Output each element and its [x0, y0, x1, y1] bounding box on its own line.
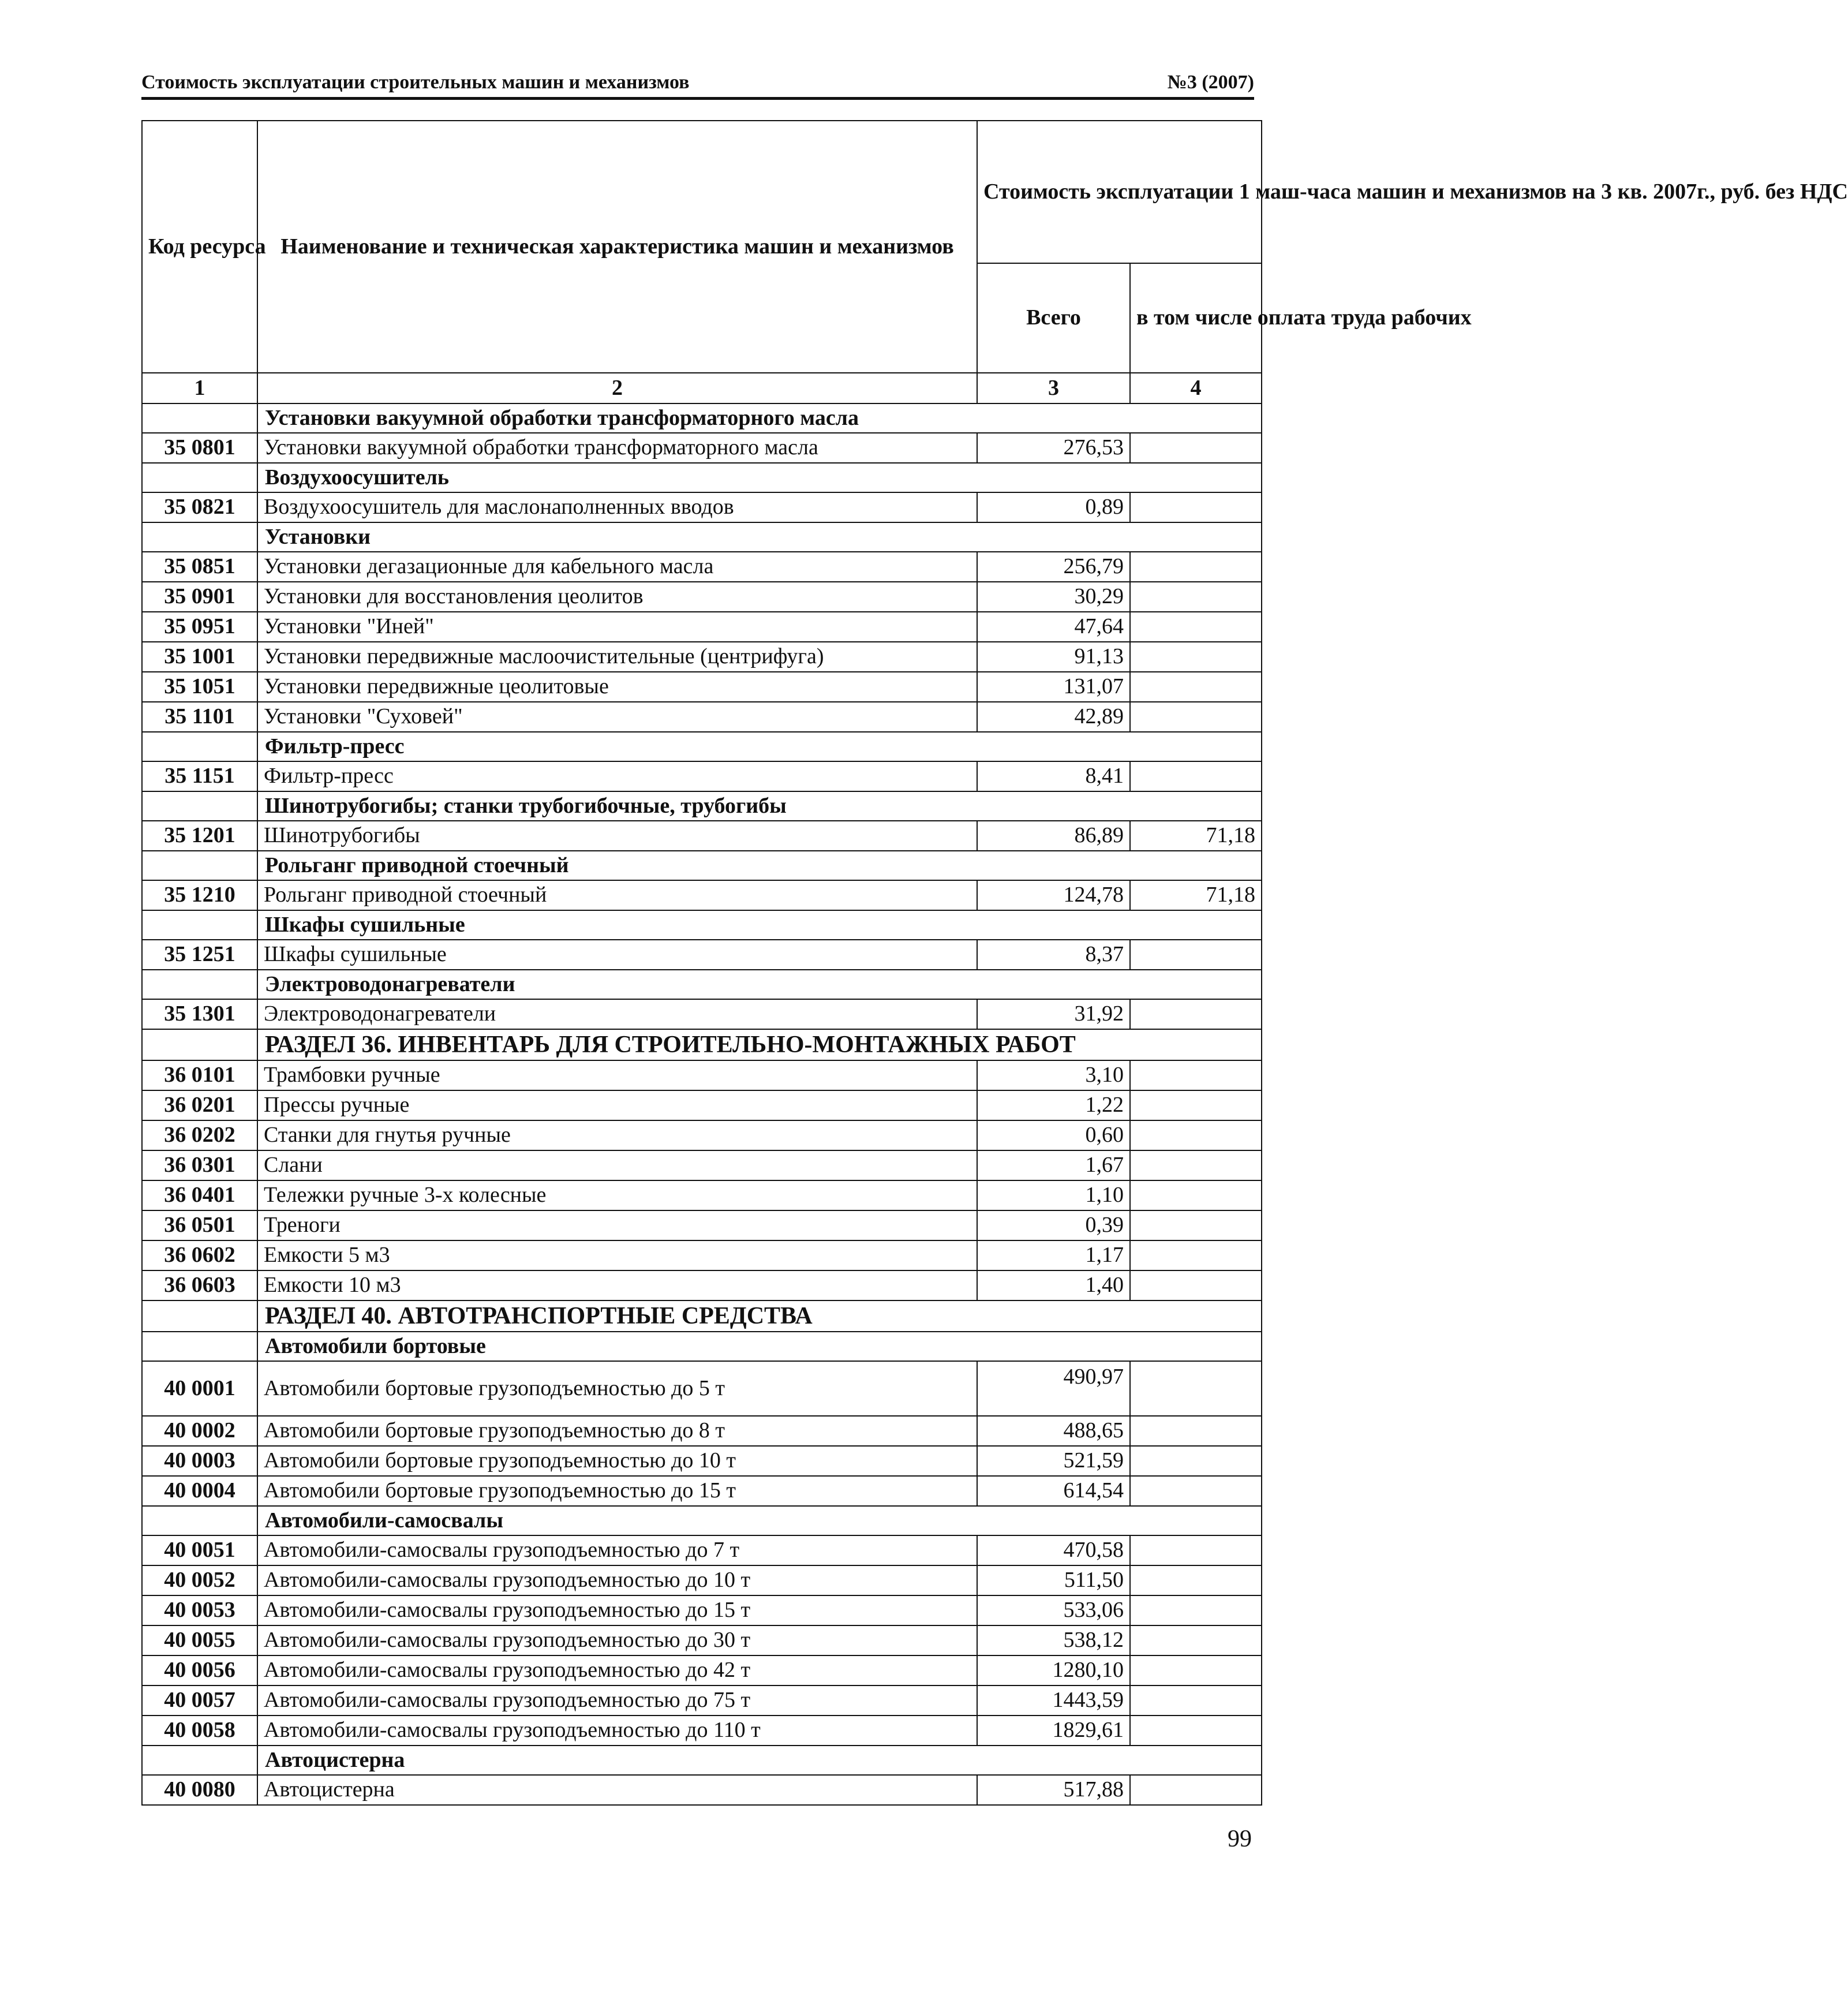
- table-row: [142, 1716, 1262, 1746]
- machine-name: Установки "Суховей": [257, 702, 977, 732]
- resource-code: 36 0101: [142, 1060, 257, 1090]
- resource-code: 35 0851: [142, 552, 257, 582]
- resource-code: 40 0051: [142, 1535, 257, 1565]
- group-row: [142, 463, 1262, 492]
- table-row: [142, 702, 1262, 732]
- group-title: Фильтр-пресс: [257, 732, 1262, 761]
- group-title: Автоцистерна: [257, 1746, 1262, 1775]
- machine-name: Емкости 5 м3: [257, 1240, 977, 1270]
- machine-name: Воздухоосушитель для маслонаполненных вводов: [257, 492, 977, 522]
- machine-name: Установки вакуумной обработки трансформаторного масла: [257, 433, 977, 463]
- machine-name: Тележки ручные 3-х колесные: [257, 1180, 977, 1210]
- group-row: [142, 970, 1262, 999]
- machine-name: Шкафы сушильные: [257, 940, 977, 970]
- column-number: 3: [977, 373, 1130, 403]
- resource-code: 40 0057: [142, 1685, 257, 1716]
- labor-cost: [1130, 1446, 1262, 1476]
- machine-name: Автомобили-самосвалы грузоподъемностью до 42 т: [257, 1655, 977, 1685]
- labor-cost: [1130, 1716, 1262, 1746]
- resource-code: 40 0003: [142, 1446, 257, 1476]
- total-cost: 490,97: [977, 1361, 1130, 1416]
- table-row: [142, 582, 1262, 612]
- total-cost: 124,78: [977, 880, 1130, 910]
- group-row: [142, 1746, 1262, 1775]
- machine-name: Шинотрубогибы: [257, 821, 977, 851]
- empty-code-cell: [142, 791, 257, 821]
- table-row: [142, 433, 1262, 463]
- table-row: [142, 1240, 1262, 1270]
- resource-code: 40 0052: [142, 1565, 257, 1595]
- machine-name: Установки дегазационные для кабельного масла: [257, 552, 977, 582]
- resource-code: 36 0602: [142, 1240, 257, 1270]
- total-cost: 276,53: [977, 433, 1130, 463]
- total-cost: 488,65: [977, 1416, 1130, 1446]
- empty-code-cell: [142, 1029, 257, 1060]
- total-cost: 533,06: [977, 1595, 1130, 1625]
- resource-code: 40 0056: [142, 1655, 257, 1685]
- table-row: [142, 1210, 1262, 1240]
- group-title: Установки: [257, 522, 1262, 552]
- labor-cost: [1130, 1270, 1262, 1300]
- labor-cost: [1130, 940, 1262, 970]
- total-cost: 1,22: [977, 1090, 1130, 1120]
- resource-code: 36 0301: [142, 1150, 257, 1180]
- machine-name: Установки передвижные маслоочистительные (центрифуга): [257, 642, 977, 672]
- section-row: [142, 1300, 1262, 1332]
- machine-name: Установки "Иней": [257, 612, 977, 642]
- table-row: [142, 880, 1262, 910]
- resource-code: 35 1210: [142, 880, 257, 910]
- labor-cost: 71,18: [1130, 880, 1262, 910]
- resource-code: 40 0080: [142, 1775, 257, 1805]
- total-cost: 1,17: [977, 1240, 1130, 1270]
- labor-cost: [1130, 761, 1262, 791]
- total-cost: 470,58: [977, 1535, 1130, 1565]
- table-row: [142, 1060, 1262, 1090]
- header-total: Всего: [977, 263, 1130, 373]
- resource-code: 35 0801: [142, 433, 257, 463]
- table-row: [142, 1361, 1262, 1416]
- labor-cost: [1130, 642, 1262, 672]
- labor-cost: [1130, 672, 1262, 702]
- total-cost: 91,13: [977, 642, 1130, 672]
- empty-code-cell: [142, 732, 257, 761]
- labor-cost: [1130, 1476, 1262, 1506]
- labor-cost: [1130, 1685, 1262, 1716]
- page-header: [141, 62, 1254, 100]
- group-title: Автомобили-самосвалы: [257, 1506, 1262, 1535]
- resource-code: 35 1001: [142, 642, 257, 672]
- total-cost: 3,10: [977, 1060, 1130, 1090]
- labor-cost: [1130, 1180, 1262, 1210]
- header-labor-cost: в том числе оплата труда рабочих: [1130, 263, 1262, 373]
- table-row: [142, 940, 1262, 970]
- labor-cost: [1130, 1775, 1262, 1805]
- empty-code-cell: [142, 910, 257, 940]
- resource-code: 40 0058: [142, 1716, 257, 1746]
- labor-cost: [1130, 999, 1262, 1029]
- empty-code-cell: [142, 1300, 257, 1332]
- labor-cost: [1130, 552, 1262, 582]
- resource-code: 35 1301: [142, 999, 257, 1029]
- group-row: [142, 791, 1262, 821]
- resource-code: 40 0053: [142, 1595, 257, 1625]
- total-cost: 8,37: [977, 940, 1130, 970]
- group-title: Воздухоосушитель: [257, 463, 1262, 492]
- total-cost: 47,64: [977, 612, 1130, 642]
- table-row: [142, 612, 1262, 642]
- table-row: [142, 1565, 1262, 1595]
- table-row: [142, 1270, 1262, 1300]
- total-cost: 131,07: [977, 672, 1130, 702]
- resource-code: 40 0055: [142, 1625, 257, 1655]
- total-cost: 86,89: [977, 821, 1130, 851]
- machine-name: Прессы ручные: [257, 1090, 977, 1120]
- table-row: [142, 1476, 1262, 1506]
- machine-name: Установки передвижные цеолитовые: [257, 672, 977, 702]
- labor-cost: [1130, 1361, 1262, 1416]
- table-row: [142, 1150, 1262, 1180]
- empty-code-cell: [142, 1506, 257, 1535]
- machine-name: Установки для восстановления цеолитов: [257, 582, 977, 612]
- page-number: 99: [1228, 1826, 1252, 1852]
- machine-name: Автомобили бортовые грузоподъемностью до 5 т: [257, 1361, 977, 1416]
- table-row: [142, 1120, 1262, 1150]
- header-machine-name: Наименование и техническая характеристика машин и механизмов: [257, 121, 977, 373]
- group-row: [142, 522, 1262, 552]
- group-title: Шинотрубогибы; станки трубогибочные, трубогибы: [257, 791, 1262, 821]
- total-cost: 30,29: [977, 582, 1130, 612]
- section-title: РАЗДЕЛ 36. ИНВЕНТАРЬ ДЛЯ СТРОИТЕЛЬНО-МОНТАЖНЫХ РАБОТ: [257, 1029, 1262, 1060]
- labor-cost: [1130, 492, 1262, 522]
- machine-cost-table: [141, 120, 1848, 1806]
- table-row: [142, 1446, 1262, 1476]
- table-row: [142, 1775, 1262, 1805]
- labor-cost: [1130, 1595, 1262, 1625]
- table-row: [142, 999, 1262, 1029]
- machine-name: Автомобили бортовые грузоподъемностью до 15 т: [257, 1476, 977, 1506]
- table-row: [142, 1180, 1262, 1210]
- total-cost: 0,60: [977, 1120, 1130, 1150]
- total-cost: 1443,59: [977, 1685, 1130, 1716]
- empty-code-cell: [142, 1332, 257, 1361]
- section-title: РАЗДЕЛ 40. АВТОТРАНСПОРТНЫЕ СРЕДСТВА: [257, 1300, 1262, 1332]
- labor-cost: [1130, 1090, 1262, 1120]
- machine-name: Автомобили бортовые грузоподъемностью до 10 т: [257, 1446, 977, 1476]
- total-cost: 8,41: [977, 761, 1130, 791]
- resource-code: 35 0951: [142, 612, 257, 642]
- machine-name: Слани: [257, 1150, 977, 1180]
- empty-code-cell: [142, 403, 257, 433]
- total-cost: 1,67: [977, 1150, 1130, 1180]
- machine-name: Автомобили-самосвалы грузоподъемностью до 15 т: [257, 1595, 977, 1625]
- group-row: [142, 1332, 1262, 1361]
- table-row: [142, 672, 1262, 702]
- machine-name: Фильтр-пресс: [257, 761, 977, 791]
- table-row: [142, 642, 1262, 672]
- total-cost: 1829,61: [977, 1716, 1130, 1746]
- machine-name: Станки для гнутья ручные: [257, 1120, 977, 1150]
- total-cost: 517,88: [977, 1775, 1130, 1805]
- labor-cost: [1130, 1625, 1262, 1655]
- labor-cost: [1130, 1535, 1262, 1565]
- resource-code: 40 0004: [142, 1476, 257, 1506]
- table-row: [142, 492, 1262, 522]
- labor-cost: [1130, 1416, 1262, 1446]
- column-number: 4: [1130, 373, 1262, 403]
- labor-cost: 71,18: [1130, 821, 1262, 851]
- total-cost: 1,10: [977, 1180, 1130, 1210]
- machine-name: Автомобили-самосвалы грузоподъемностью до 75 т: [257, 1685, 977, 1716]
- column-number: 1: [142, 373, 257, 403]
- table-row: [142, 1416, 1262, 1446]
- total-cost: 1,40: [977, 1270, 1130, 1300]
- labor-cost: [1130, 1210, 1262, 1240]
- total-cost: 521,59: [977, 1446, 1130, 1476]
- group-title: Установки вакуумной обработки трансформаторного масла: [257, 403, 1262, 433]
- labor-cost: [1130, 1150, 1262, 1180]
- table-row: [142, 552, 1262, 582]
- machine-name: Электроводонагреватели: [257, 999, 977, 1029]
- resource-code: 36 0202: [142, 1120, 257, 1150]
- header-resource-code: Код ресурса: [142, 121, 257, 373]
- table-row: [142, 1090, 1262, 1120]
- total-cost: 42,89: [977, 702, 1130, 732]
- total-cost: 614,54: [977, 1476, 1130, 1506]
- empty-code-cell: [142, 851, 257, 880]
- table-body: [142, 403, 1262, 1805]
- issue-number: №3 (2007): [1167, 72, 1254, 93]
- table-row: [142, 1595, 1262, 1625]
- resource-code: 36 0201: [142, 1090, 257, 1120]
- total-cost: 1280,10: [977, 1655, 1130, 1685]
- machine-name: Автомобили-самосвалы грузоподъемностью до 10 т: [257, 1565, 977, 1595]
- total-cost: 511,50: [977, 1565, 1130, 1595]
- labor-cost: [1130, 1120, 1262, 1150]
- labor-cost: [1130, 433, 1262, 463]
- total-cost: 0,89: [977, 492, 1130, 522]
- group-row: [142, 1506, 1262, 1535]
- resource-code: 35 1151: [142, 761, 257, 791]
- machine-name: Автомобили-самосвалы грузоподъемностью до 7 т: [257, 1535, 977, 1565]
- column-number: 2: [257, 373, 977, 403]
- table-row: [142, 1655, 1262, 1685]
- section-row: [142, 1029, 1262, 1060]
- empty-code-cell: [142, 463, 257, 492]
- machine-name: Трамбовки ручные: [257, 1060, 977, 1090]
- group-title: Шкафы сушильные: [257, 910, 1262, 940]
- machine-name: Автомобили-самосвалы грузоподъемностью до 110 т: [257, 1716, 977, 1746]
- machine-name: Автоцистерна: [257, 1775, 977, 1805]
- labor-cost: [1130, 1655, 1262, 1685]
- group-title: Рольганг приводной стоечный: [257, 851, 1262, 880]
- header-operating-cost: Стоимость эксплуатации 1 маш-часа машин и механизмов на 3 кв. 2007г., руб. без НДС: [977, 121, 1262, 263]
- machine-name: Емкости 10 м3: [257, 1270, 977, 1300]
- total-cost: 538,12: [977, 1625, 1130, 1655]
- group-row: [142, 732, 1262, 761]
- resource-code: 40 0002: [142, 1416, 257, 1446]
- group-row: [142, 910, 1262, 940]
- machine-name: Треноги: [257, 1210, 977, 1240]
- resource-code: 35 1251: [142, 940, 257, 970]
- table-header: [142, 121, 1848, 403]
- labor-cost: [1130, 1060, 1262, 1090]
- total-cost: 0,39: [977, 1210, 1130, 1240]
- group-title: Автомобили бортовые: [257, 1332, 1262, 1361]
- total-cost: 31,92: [977, 999, 1130, 1029]
- resource-code: 40 0001: [142, 1361, 257, 1416]
- empty-code-cell: [142, 970, 257, 999]
- machine-name: Автомобили-самосвалы грузоподъемностью до 30 т: [257, 1625, 977, 1655]
- resource-code: 35 1051: [142, 672, 257, 702]
- labor-cost: [1130, 612, 1262, 642]
- resource-code: 35 0821: [142, 492, 257, 522]
- empty-code-cell: [142, 1746, 257, 1775]
- labor-cost: [1130, 582, 1262, 612]
- table-row: [142, 1625, 1262, 1655]
- group-title: Электроводонагреватели: [257, 970, 1262, 999]
- group-row: [142, 851, 1262, 880]
- total-cost: 256,79: [977, 552, 1130, 582]
- resource-code: 35 0901: [142, 582, 257, 612]
- empty-code-cell: [142, 522, 257, 552]
- table-row: [142, 761, 1262, 791]
- labor-cost: [1130, 702, 1262, 732]
- document-title: Стоимость эксплуатации строительных машин и механизмов: [141, 72, 690, 93]
- table-row: [142, 1535, 1262, 1565]
- table-row: [142, 1685, 1262, 1716]
- machine-name: Рольганг приводной стоечный: [257, 880, 977, 910]
- labor-cost: [1130, 1565, 1262, 1595]
- resource-code: 36 0401: [142, 1180, 257, 1210]
- machine-name: Автомобили бортовые грузоподъемностью до 8 т: [257, 1416, 977, 1446]
- group-row: [142, 403, 1262, 433]
- table-row: [142, 821, 1262, 851]
- resource-code: 35 1101: [142, 702, 257, 732]
- resource-code: 36 0501: [142, 1210, 257, 1240]
- labor-cost: [1130, 1240, 1262, 1270]
- resource-code: 35 1201: [142, 821, 257, 851]
- resource-code: 36 0603: [142, 1270, 257, 1300]
